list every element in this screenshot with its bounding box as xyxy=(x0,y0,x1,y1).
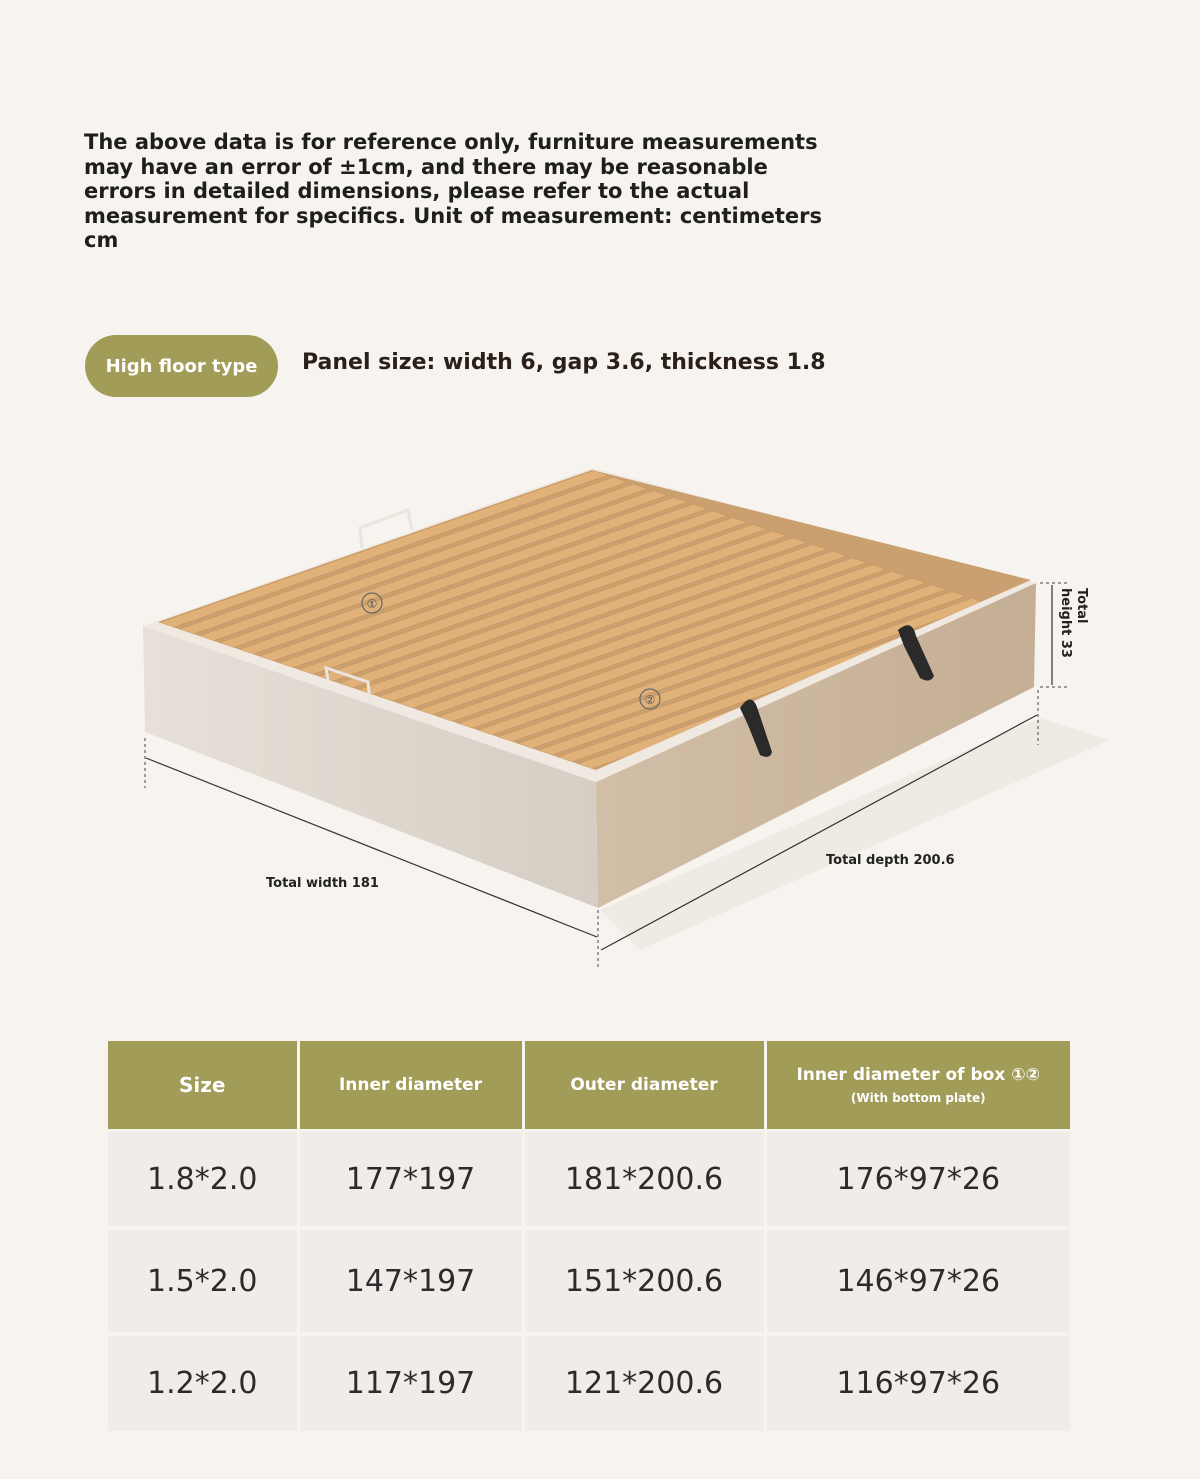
cell-box: 146*97*26 xyxy=(765,1228,1070,1334)
header-box-label: Inner diameter of box ①② xyxy=(796,1065,1041,1085)
table-row xyxy=(108,1228,1070,1334)
header-box-inner-diameter xyxy=(765,1041,1070,1131)
cell-inner: 117*197 xyxy=(298,1334,523,1433)
size-table xyxy=(108,1041,1070,1435)
cell-size: 1.2*2.0 xyxy=(108,1334,298,1433)
cell-inner: 147*197 xyxy=(298,1228,523,1334)
cell-inner: 177*197 xyxy=(298,1131,523,1229)
cell-outer: 181*200.6 xyxy=(523,1131,765,1229)
cell-size: 1.5*2.0 xyxy=(108,1228,298,1334)
header-box-sublabel: (With bottom plate) xyxy=(850,1091,986,1105)
type-badge-label: High floor type xyxy=(105,355,258,377)
box-marker-1: ① xyxy=(366,597,378,611)
table-row xyxy=(108,1334,1070,1433)
header-outer-diameter: Outer diameter xyxy=(523,1041,765,1131)
bed-illustration xyxy=(0,440,1200,1000)
table-header-row xyxy=(108,1041,1070,1131)
cell-size: 1.8*2.0 xyxy=(108,1131,298,1229)
width-label: Total width 181 xyxy=(266,876,379,891)
type-badge xyxy=(85,335,278,397)
box-marker-2: ② xyxy=(644,693,656,707)
cell-outer: 121*200.6 xyxy=(523,1334,765,1433)
header-size: Size xyxy=(108,1041,298,1131)
panel-size-text: Panel size: width 6, gap 3.6, thickness 1.8 xyxy=(302,350,826,375)
cell-outer: 151*200.6 xyxy=(523,1228,765,1334)
depth-label: Total depth 200.6 xyxy=(826,853,955,868)
disclaimer-text: The above data is for reference only, furniture measurements may have an error of ±1cm, and there may be reasonable errors in detailed dimensions, please refer to the actual measurement for specifics. Unit of measurement: centimeters cm xyxy=(84,130,822,252)
height-label-line2: height 33 xyxy=(1058,588,1073,658)
cell-box: 176*97*26 xyxy=(765,1131,1070,1229)
cell-box: 116*97*26 xyxy=(765,1334,1070,1433)
header-inner-diameter: Inner diameter xyxy=(298,1041,523,1131)
table-row xyxy=(108,1131,1070,1229)
height-label-line1: Total xyxy=(1074,588,1089,624)
